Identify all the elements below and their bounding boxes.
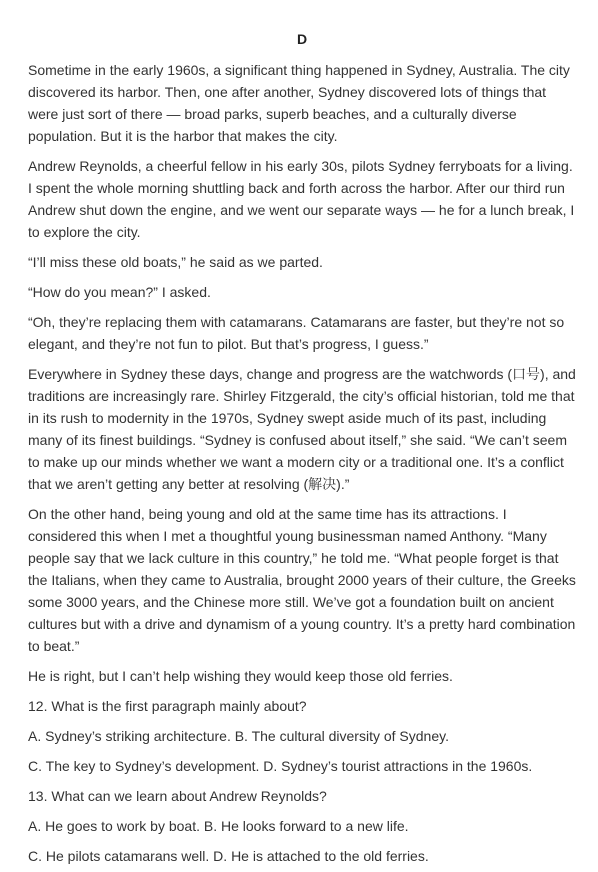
paragraph: Everywhere in Sydney these days, change and progress are the watchwords (口号), and traditions are increasingly rare. Shirley Fitzgerald, the city’s official historian, told me that in its rush to modernity in the 1970s, Sydney swept aside much of its past, including many of its finest buildings. “Sydney is confused about itself,” she said. “We can’t seem to make up our minds whether we want a modern city or a traditional one. It’s a conflict that we aren’t getting any better at resolving (解决).” — [28, 366, 576, 492]
question-stem: 12. What is the first paragraph mainly about? — [28, 698, 307, 714]
question-options: A. He goes to work by boat. B. He looks forward to a new life. — [28, 818, 409, 834]
question-options: A. Sydney’s striking architecture. B. The cultural diversity of Sydney. — [28, 728, 449, 744]
passage-title: D — [296, 31, 308, 47]
question-stem: 13. What can we learn about Andrew Reynolds? — [28, 788, 327, 804]
paragraph: Andrew Reynolds, a cheerful fellow in his early 30s, pilots Sydney ferryboats for a living. I spent the whole morning shuttling back and forth across the harbor. After our third run Andrew shut down the engine, and we went our separate ways — he for a lunch break, I to explore the city. — [28, 158, 575, 240]
paragraph: On the other hand, being young and old at the same time has its attractions. I considered this when I met a thoughtful young businessman named Anthony. “Many people say that we lack culture in this country,” he told me. “What people forget is that the Italians, when they came to Australia, brought 2000 years of their culture, the Greeks some 3000 years, and the Chinese more still. We’ve got a foundation built on ancient cultures but with a drive and dynamism of a young country. It’s a pretty hard combination to beat.” — [28, 506, 576, 654]
paragraph: He is right, but I can’t help wishing they would keep those old ferries. — [28, 668, 453, 684]
question-options: C. He pilots catamarans well. D. He is attached to the old ferries. — [28, 848, 429, 864]
paragraph: “I’ll miss these old boats,” he said as we parted. — [28, 254, 323, 270]
question-options: C. The key to Sydney’s development. D. Sydney’s tourist attractions in the 1960s. — [28, 758, 533, 774]
paragraph: “How do you mean?” I asked. — [28, 284, 211, 300]
paragraph: “Oh, they’re replacing them with catamarans. Catamarans are faster, but they’re not so elegant, and they’re not fun to pilot. But that’s progress, I guess.” — [28, 314, 565, 352]
paragraph: Sometime in the early 1960s, a significant thing happened in Sydney, Australia. The city discovered its harbor. Then, one after another, Sydney discovered lots of things that were just sort of there — broad parks, superb beaches, and a culturally diverse population. But it is the harbor that makes the city. — [28, 62, 570, 144]
